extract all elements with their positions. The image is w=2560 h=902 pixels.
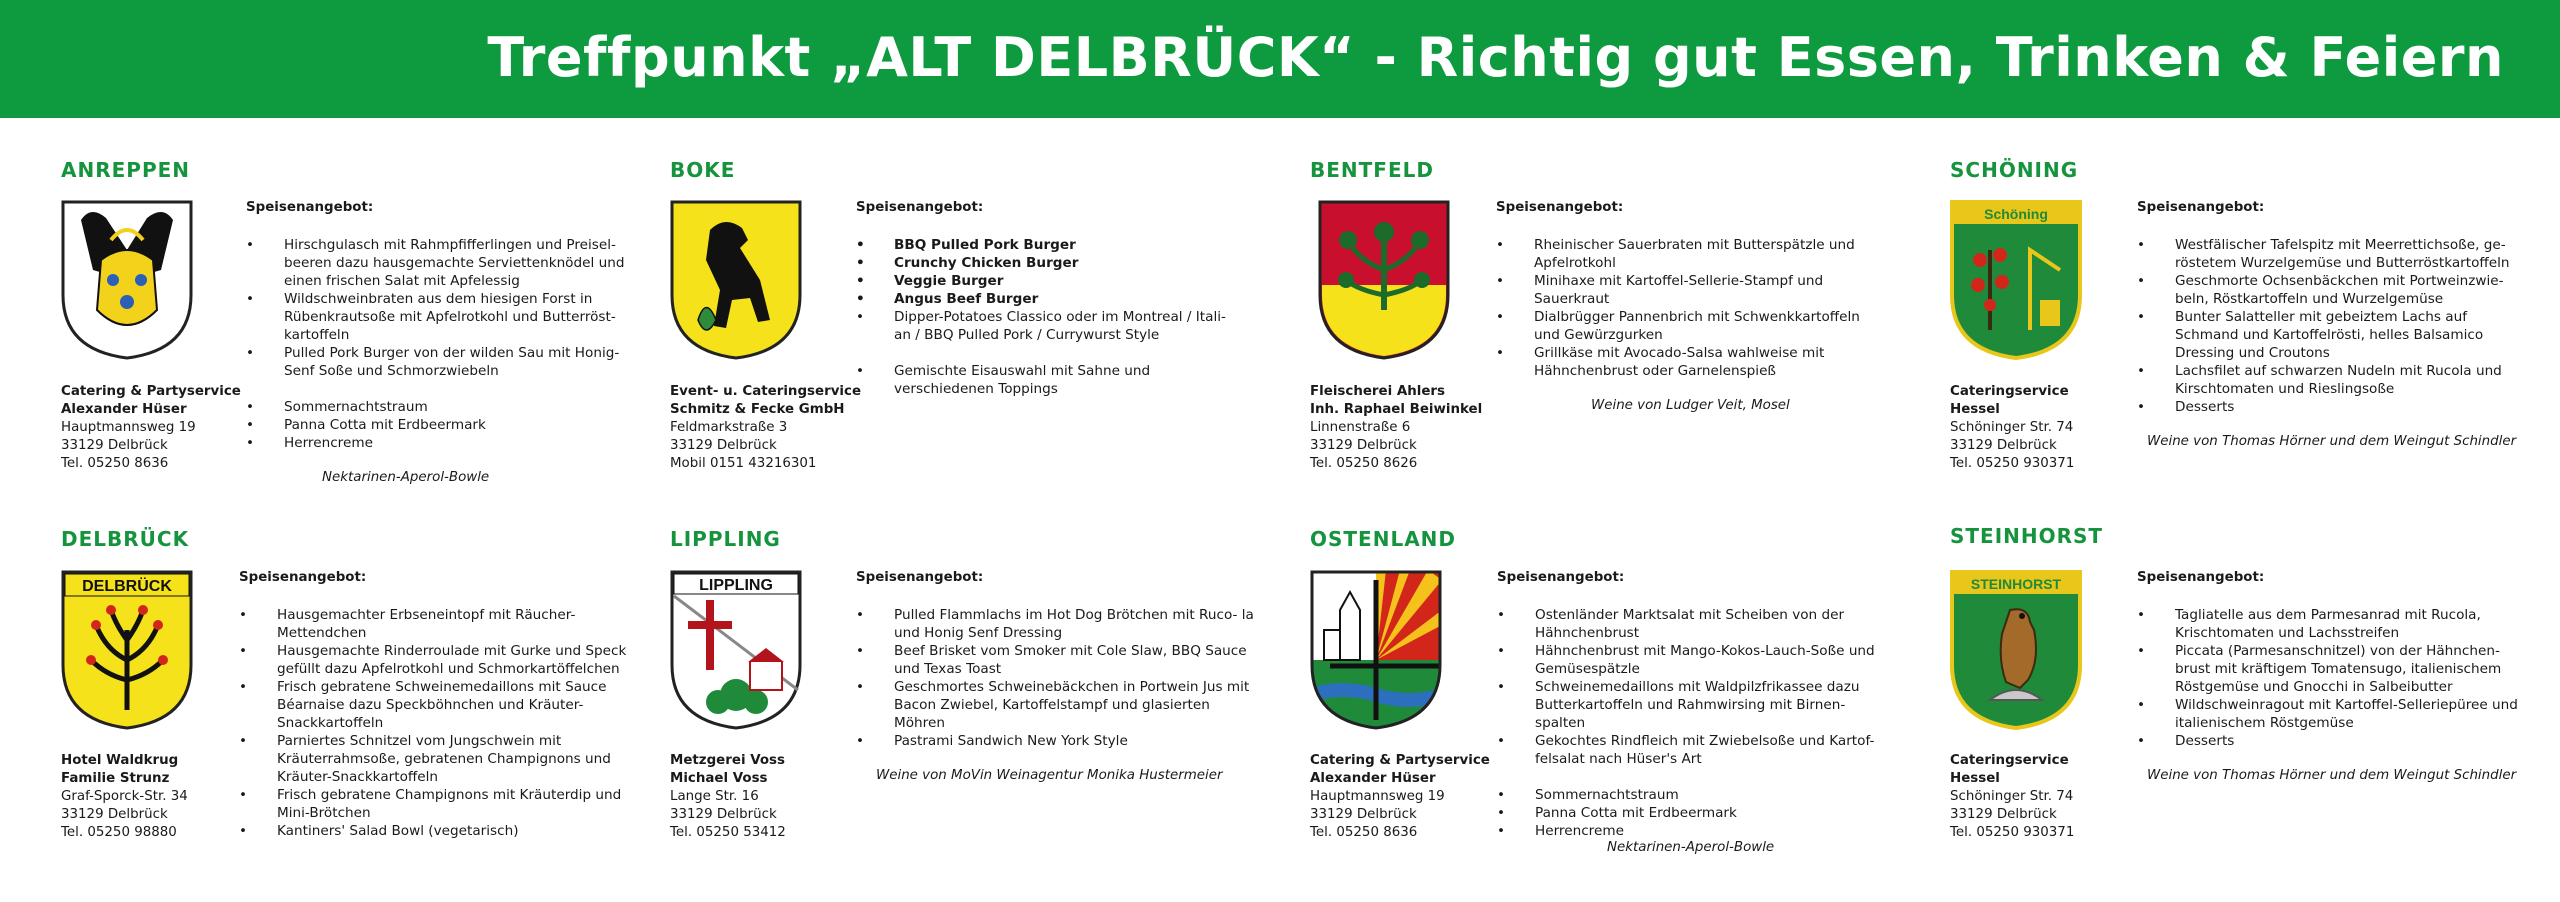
list-item: • Dipper-Potatoes Classico oder im Montreal / Itali- an / BBQ Pulled Pork / Currywurst Style [856,308,1236,344]
list-item: • Grillkäse mit Avocado-Salsa wahlweise mit Hähnchenbrust oder Garnelenspieß [1496,344,1886,380]
boke-coat-of-arms-icon [670,200,802,360]
menu-list [2137,236,2527,416]
vendor-owner: Hessel [1950,771,2000,786]
menu-list [856,606,1256,750]
vendor-name: Catering & Partyservice [61,384,241,399]
drink-note: Weine von Thomas Hörner und dem Weingut Schindler [2147,434,2517,449]
ostenland-coat-of-arms-icon [1310,570,1442,730]
vendor-phone: Tel. 05250 8626 [1310,456,1418,471]
list-item: • Panna Cotta mit Erdbeermark [246,416,634,434]
list-item: • Sommernachtstraum [246,398,634,416]
vendor-name: Hotel Waldkrug [61,753,179,768]
vendor-info [670,752,786,842]
svg-text:Schöning: Schöning [1984,206,2048,222]
list-item: • Herrencreme [246,434,634,452]
vendor-owner: Familie Strunz [61,771,170,786]
vendor-street: Feldmarkstraße 3 [670,420,788,435]
menu-list [239,606,639,840]
vendor-phone: Tel. 05250 930371 [1950,825,2075,840]
lippling-coat-of-arms-icon [670,570,802,730]
vendor-owner: Inh. Raphael Beiwinkel [1310,402,1483,417]
town-name: SCHÖNING [1950,158,2079,182]
town-name: STEINHORST [1950,524,2104,548]
menu-list [2137,606,2527,750]
vendor-owner: Alexander Hüser [61,402,187,417]
menu-heading: Speisenangebot: [246,200,374,215]
menu-list [1497,606,1887,840]
vendor-street: Schöninger Str. 74 [1950,420,2074,435]
list-item: • Kantiners' Salad Bowl (vegetarisch) [239,822,639,840]
vendor-owner: Schmitz & Fecke GmbH [670,402,845,417]
list-item: • Gemischte Eisauswahl mit Sahne und verschiedenen Toppings [856,362,1236,398]
vendor-phone: Tel. 05250 930371 [1950,456,2075,471]
bentfeld-coat-of-arms-icon [1318,200,1450,360]
list-item: • Pulled Pork Burger von der wilden Sau mit Honig- Senf Soße und Schmorzwiebeln [246,344,634,380]
vendor-city: 33129 Delbrück [1310,807,1417,822]
vendor-info [670,383,861,473]
menu-list [1496,236,1886,380]
list-item: • Sommernachtstraum [1497,786,1887,804]
vendor-info [1310,752,1490,842]
vendor-phone: Tel. 05250 8636 [61,456,169,471]
steinhorst-coat-of-arms-icon [1950,570,2082,730]
svg-text:STEINHORST: STEINHORST [1970,576,2062,592]
vendor-street: Graf-Sporck-Str. 34 [61,789,188,804]
vendor-info [61,383,241,473]
anreppen-coat-of-arms-icon [61,200,193,360]
drink-note: Weine von Thomas Hörner und dem Weingut Schindler [2147,768,2517,783]
town-name: DELBRÜCK [61,527,190,551]
menu-heading: Speisenangebot: [239,570,367,585]
vendor-city: 33129 Delbrück [61,438,168,453]
list-item: • Tagliatelle aus dem Parmesanrad mit Rucola, Krischtomaten und Lachsstreifen [2137,606,2527,642]
vendor-info [1950,752,2074,842]
drink-note: Nektarinen-Aperol-Bowle [1607,840,1775,855]
list-item: • Wildschweinbraten aus dem hiesigen Forst in Rübenkrautsoße mit Apfelrotkohl und Butterröst- kartoffeln [246,290,634,344]
list-item: • Herrencreme [1497,822,1887,840]
list-item: • Gekochtes Rindfleich mit Zwiebelsoße und Kartof- felsalat nach Hüser's Art [1497,732,1887,768]
list-item: • Bunter Salatteller mit gebeiztem Lachs auf Schmand und Kartoffelrösti, helles Balsamico Dressing und Croutons [2137,308,2527,362]
list-item: • Desserts [2137,398,2527,416]
list-item: • Parniertes Schnitzel vom Jungschwein mit Kräuterrahmsoße, gebratenen Champignons und Kräuter-Snackkartoffeln [239,732,639,786]
vendor-street: Hauptmannsweg 19 [61,420,196,435]
menu-heading: Speisenangebot: [856,570,984,585]
list-item: • Minihaxe mit Kartoffel-Sellerie-Stampf und Sauerkraut [1496,272,1886,308]
menu-heading: Speisenangebot: [2137,570,2265,585]
vendor-phone: Tel. 05250 53412 [670,825,786,840]
vendor-street: Hauptmannsweg 19 [1310,789,1445,804]
town-name: BOKE [670,158,736,182]
vendor-info [1950,383,2074,473]
town-name: LIPPLING [670,527,781,551]
list-item: • Geschmortes Schweinebäckchen in Portwein Jus mit Bacon Zwiebel, Kartoffelstampf und glasierten Möhren [856,678,1256,732]
vendor-name: Cateringservice [1950,753,2069,768]
menu-heading: Speisenangebot: [856,200,984,215]
vendor-city: 33129 Delbrück [61,807,168,822]
menu-list [856,236,1236,398]
menu-heading: Speisenangebot: [2137,200,2265,215]
town-name: OSTENLAND [1310,527,1457,551]
schoening-coat-of-arms-icon [1950,200,2082,360]
vendor-owner: Hessel [1950,402,2000,417]
list-item: • Beef Brisket vom Smoker mit Cole Slaw, BBQ Sauce und Texas Toast [856,642,1256,678]
list-item: • Panna Cotta mit Erdbeermark [1497,804,1887,822]
menu-list [246,236,634,452]
list-item: • Geschmorte Ochsenbäckchen mit Portweinzwie- beln, Röstkartoffeln und Wurzelgemüse [2137,272,2527,308]
drink-note: Weine von Ludger Veit, Mosel [1591,398,1790,413]
list-item: • Frisch gebratene Champignons mit Kräuterdip und Mini-Brötchen [239,786,639,822]
vendor-owner: Alexander Hüser [1310,771,1436,786]
vendor-city: 33129 Delbrück [670,807,777,822]
vendor-street: Schöninger Str. 74 [1950,789,2074,804]
town-name: ANREPPEN [61,158,190,182]
vendor-name: Metzgerei Voss [670,753,785,768]
vendor-street: Lange Str. 16 [670,789,759,804]
list-item: • BBQ Pulled Pork Burger [856,236,1236,254]
delbrueck-coat-of-arms-icon [61,570,193,730]
vendor-name: Event- u. Cateringservice [670,384,862,399]
list-item: • Desserts [2137,732,2527,750]
vendor-phone: Mobil 0151 43216301 [670,456,817,471]
vendor-city: 33129 Delbrück [670,438,777,453]
svg-text:DELBRÜCK: DELBRÜCK [82,578,172,595]
page-title: Treffpunkt „ALT DELBRÜCK“ - Richtig gut Essen, Trinken & Feiern [487,26,2504,89]
town-name: BENTFELD [1310,158,1434,182]
list-item: • Crunchy Chicken Burger [856,254,1236,272]
vendor-phone: Tel. 05250 8636 [1310,825,1418,840]
list-item: • Rheinischer Sauerbraten mit Butterspätzle und Apfelrotkohl [1496,236,1886,272]
list-item: • Westfälischer Tafelspitz mit Meerrettichsoße, ge- röstetem Wurzelgemüse und Butterröstkartoffeln [2137,236,2527,272]
list-item: • Hähnchenbrust mit Mango-Kokos-Lauch-Soße und Gemüsespätzle [1497,642,1887,678]
list-item: • Pulled Flammlachs im Hot Dog Brötchen mit Ruco- la und Honig Senf Dressing [856,606,1256,642]
vendor-city: 33129 Delbrück [1950,438,2057,453]
list-item: • Dialbrügger Pannenbrich mit Schwenkkartoffeln und Gewürzgurken [1496,308,1886,344]
list-item: • Schweinemedaillons mit Waldpilzfrikassee dazu Butterkartoffeln und Rahmwirsing mit Birnen- spalten [1497,678,1887,732]
vendor-city: 33129 Delbrück [1950,807,2057,822]
vendor-street: Linnenstraße 6 [1310,420,1411,435]
vendor-name: Cateringservice [1950,384,2069,399]
menu-heading: Speisenangebot: [1497,570,1625,585]
header-banner [0,0,2560,118]
list-item: • Hausgemachte Rinderroulade mit Gurke und Speck gefüllt dazu Apfelrotkohl und Schmorkartöffelchen [239,642,639,678]
vendor-name: Fleischerei Ahlers [1310,384,1446,399]
list-item: • Frisch gebratene Schweinemedaillons mit Sauce Béarnaise dazu Speckböhnchen und Kräuter- Snackkartoffeln [239,678,639,732]
list-item: • Piccata (Parmesanschnitzel) von der Hähnchen- brust mit kräftigem Tomatensugo, italienischem Röstgemüse und Gnocchi in Salbeibutter [2137,642,2527,696]
list-item: • Hirschgulasch mit Rahmpfifferlingen und Preisel- beeren dazu hausgemachte Serviettenknödel und einen frischen Salat mit Apfelessig [246,236,634,290]
menu-heading: Speisenangebot: [1496,200,1624,215]
drink-note: Weine von MoVin Weinagentur Monika Hustermeier [876,768,1223,783]
vendor-info [61,752,188,842]
list-item: • Hausgemachter Erbseneintopf mit Räucher-Mettendchen [239,606,639,642]
list-item: • Wildschweinragout mit Kartoffel-Selleriepüree und italienischem Röstgemüse [2137,696,2527,732]
vendor-city: 33129 Delbrück [1310,438,1417,453]
vendor-owner: Michael Voss [670,771,768,786]
vendor-info [1310,383,1482,473]
list-item: • Ostenländer Marktsalat mit Scheiben von der Hähnchenbrust [1497,606,1887,642]
list-item: • Veggie Burger [856,272,1236,290]
drink-note: Nektarinen-Aperol-Bowle [322,470,490,485]
list-item: • Angus Beef Burger [856,290,1236,308]
vendor-phone: Tel. 05250 98880 [61,825,177,840]
vendor-name: Catering & Partyservice [1310,753,1490,768]
svg-text:LIPPLING: LIPPLING [699,577,773,594]
list-item: • Pastrami Sandwich New York Style [856,732,1256,750]
list-item: • Lachsfilet auf schwarzen Nudeln mit Rucola und Kirschtomaten und Rieslingsoße [2137,362,2527,398]
